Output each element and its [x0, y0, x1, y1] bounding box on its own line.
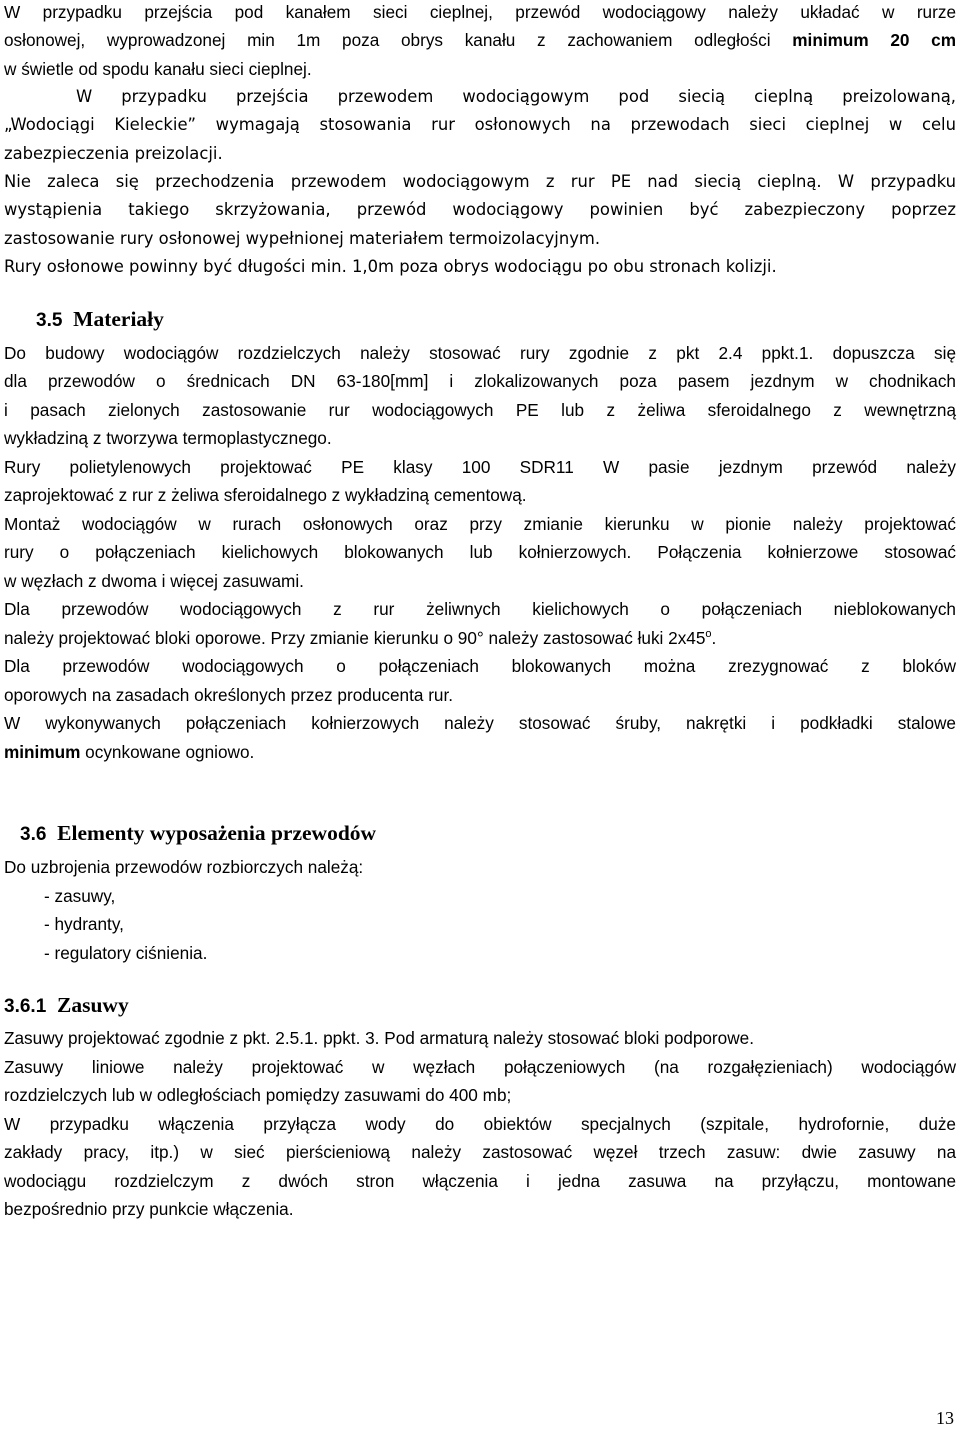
page-number: 13 — [936, 1408, 954, 1428]
text-line: zakłady pracy, itp.) w sieć pierścieniową należy zastosować węzeł trzech zasuw: dwie zasuwy na — [4, 1142, 956, 1162]
subsection-heading: 3.6.1 Zasuwy — [4, 993, 129, 1017]
section-heading: 3.6 Elementy wyposażenia przewodów — [20, 821, 377, 845]
text-line: zaprojektować z rur z żeliwa sferoidalnego z wykładziną cementową. — [4, 485, 527, 505]
text-line: minimum ocynkowane ogniowo. — [4, 742, 255, 762]
text-line: Rury osłonowe powinny być długości min. 1,0m poza obrys wodociągu po obu stronach kolizji. — [4, 257, 777, 276]
text-line: rozdzielczych lub w odległościach pomiędzy zasuwami do 400 mb; — [4, 1085, 512, 1105]
list-item: - regulatory ciśnienia. — [44, 943, 208, 963]
text-line: Dla przewodów wodociągowych o połączeniach blokowanych można zrezygnować z bloków — [4, 656, 956, 676]
list-item: - hydranty, — [44, 914, 124, 934]
text-line: Nie zaleca się przechodzenia przewodem wodociągowym z rur PE nad siecią cieplną. W przypadku — [4, 172, 956, 191]
text-line: Zasuwy projektować zgodnie z pkt. 2.5.1. ppkt. 3. Pod armaturą należy stosować bloki podporowe. — [4, 1028, 754, 1048]
text-line: w świetle od spodu kanału sieci cieplnej. — [4, 59, 312, 79]
text-line: osłonowej, wyprowadzonej min 1m poza obrys kanału z zachowaniem odległości minimum 20 cm — [4, 30, 957, 50]
text-line: W przypadku przejścia przewodem wodociągowym pod siecią cieplną preizolowaną, — [76, 87, 956, 106]
text-line: W przypadku przejścia pod kanałem sieci cieplnej, przewód wodociągowy należy układać w rurze — [4, 2, 956, 22]
text-line: W przypadku włączenia przyłącza wody do obiektów specjalnych (szpitale, hydrofornie, duże — [4, 1114, 956, 1134]
text-line: bezpośrednio przy punkcie włączenia. — [4, 1199, 294, 1219]
section-heading: 3.5 Materiały — [36, 307, 164, 331]
text-line: dla przewodów o średnicach DN 63-180[mm] i zlokalizowanych poza pasem jezdnym w chodnikach — [4, 371, 956, 391]
text-line: „Wodociągi Kieleckie” wymagają stosowania rur osłonowych na przewodach sieci cieplnej w celu — [4, 115, 956, 134]
text-line: rury o połączeniach kielichowych blokowanych lub kołnierzowych. Połączenia kołnierzowe stosować — [4, 542, 956, 562]
text-line: Rury polietylenowych projektować PE klasy 100 SDR11 W pasie jezdnym przewód należy — [4, 457, 956, 477]
text-line: Dla przewodów wodociągowych z rur żeliwnych kielichowych o połączeniach nieblokowanych — [4, 599, 956, 619]
text-line: w węzłach z dwoma i więcej zasuwami. — [4, 571, 304, 591]
text-line: Do budowy wodociągów rozdzielczych należy stosować rury zgodnie z pkt 2.4 ppkt.1. dopuszcza się — [4, 343, 956, 363]
text-line: Do uzbrojenia przewodów rozbiorczych należą: — [4, 857, 364, 877]
text-line: wystąpienia takiego skrzyżowania, przewód wodociągowy powinien być zabezpieczony poprzez — [4, 200, 956, 219]
text-line: zabezpieczenia preizolacji. — [4, 144, 223, 163]
list-item: - zasuwy, — [44, 886, 116, 906]
text-line: wodociągu rozdzielczym z dwóch stron włączenia i jedna zasuwa na przyłączu, montowane — [4, 1171, 956, 1191]
text-line: należy projektować bloki oporowe. Przy zmianie kierunku o 90° należy zastosować łuki 2x45$^o$. — [4, 628, 717, 648]
text-line: Montaż wodociągów w rurach osłonowych oraz przy zmianie kierunku w pionie należy projektować — [4, 514, 956, 534]
text-line: Zasuwy liniowe należy projektować w węzłach połączeniowych (na rozgałęzieniach) wodociągów — [4, 1057, 956, 1077]
text-line: oporowych na zasadach określonych przez producenta rur. — [4, 685, 454, 705]
text-line: i pasach zielonych zastosowanie rur wodociągowych PE lub z żeliwa sferoidalnego z wewnętrzną — [4, 400, 956, 420]
text-line: wykładziną z tworzywa termoplastycznego. — [4, 428, 332, 448]
text-line: zastosowanie rury osłonowej wypełnionej materiałem termoizolacyjnym. — [4, 229, 601, 248]
text-line: W wykonywanych połączeniach kołnierzowych należy stosować śruby, nakrętki i podkładki stalowe — [4, 713, 956, 733]
